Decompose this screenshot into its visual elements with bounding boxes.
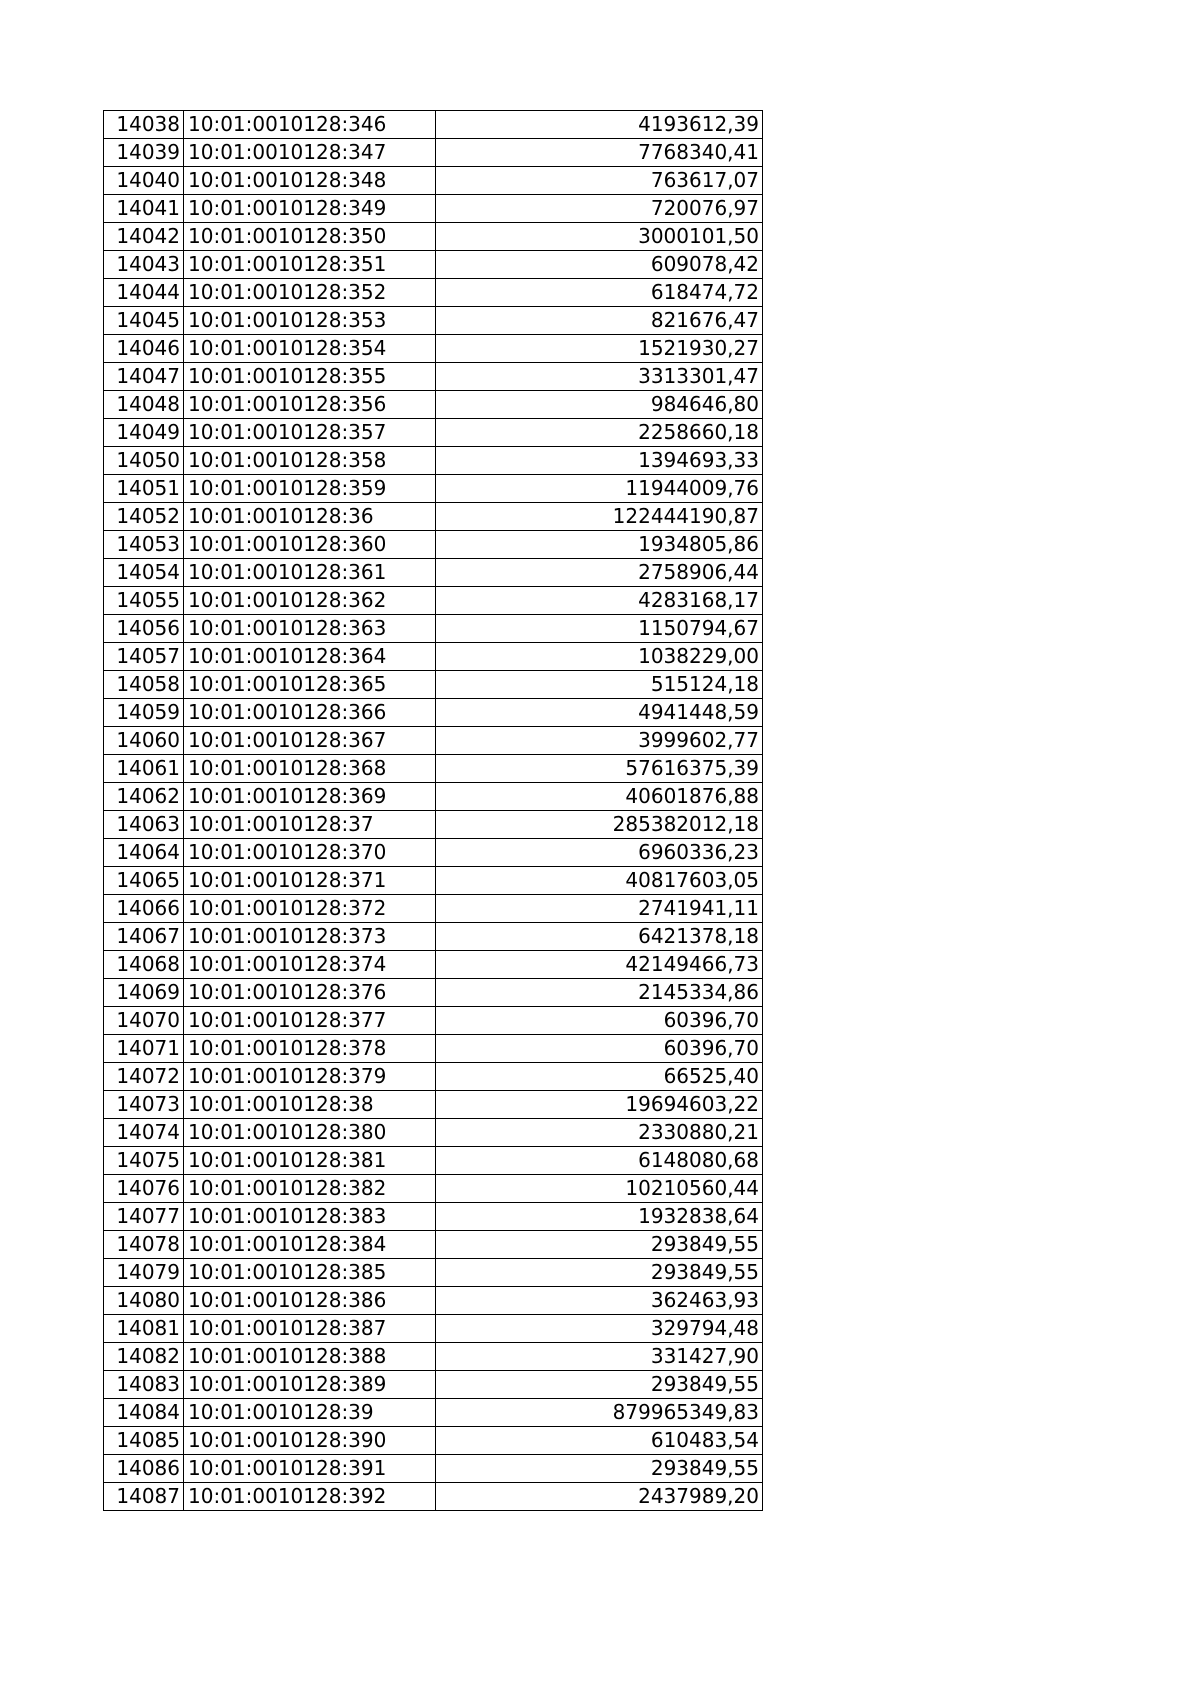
row-number-cell: 14039 xyxy=(104,139,184,167)
cadastral-number-cell: 10:01:0010128:388 xyxy=(184,1343,436,1371)
row-number-cell: 14050 xyxy=(104,447,184,475)
table-row xyxy=(104,419,763,447)
table-row xyxy=(104,699,763,727)
value-cell: 3999602,77 xyxy=(436,727,763,755)
row-number-cell: 14044 xyxy=(104,279,184,307)
row-number-cell: 14069 xyxy=(104,979,184,1007)
row-number-cell: 14083 xyxy=(104,1371,184,1399)
value-cell: 984646,80 xyxy=(436,391,763,419)
cadastral-number-cell: 10:01:0010128:386 xyxy=(184,1287,436,1315)
value-cell: 4941448,59 xyxy=(436,699,763,727)
row-number-cell: 14063 xyxy=(104,811,184,839)
row-number-cell: 14064 xyxy=(104,839,184,867)
cadastral-number-cell: 10:01:0010128:390 xyxy=(184,1427,436,1455)
value-cell: 3000101,50 xyxy=(436,223,763,251)
row-number-cell: 14086 xyxy=(104,1455,184,1483)
value-cell: 19694603,22 xyxy=(436,1091,763,1119)
row-number-cell: 14072 xyxy=(104,1063,184,1091)
table-row xyxy=(104,923,763,951)
value-cell: 2437989,20 xyxy=(436,1483,763,1511)
table-row xyxy=(104,1343,763,1371)
row-number-cell: 14074 xyxy=(104,1119,184,1147)
cadastral-number-cell: 10:01:0010128:38 xyxy=(184,1091,436,1119)
value-cell: 60396,70 xyxy=(436,1035,763,1063)
cadastral-number-cell: 10:01:0010128:37 xyxy=(184,811,436,839)
cadastral-number-cell: 10:01:0010128:367 xyxy=(184,727,436,755)
cadastral-number-cell: 10:01:0010128:368 xyxy=(184,755,436,783)
value-cell: 2145334,86 xyxy=(436,979,763,1007)
table-row xyxy=(104,811,763,839)
cadastral-number-cell: 10:01:0010128:353 xyxy=(184,307,436,335)
value-cell: 362463,93 xyxy=(436,1287,763,1315)
row-number-cell: 14045 xyxy=(104,307,184,335)
value-cell: 879965349,83 xyxy=(436,1399,763,1427)
row-number-cell: 14062 xyxy=(104,783,184,811)
cadastral-number-cell: 10:01:0010128:360 xyxy=(184,531,436,559)
row-number-cell: 14078 xyxy=(104,1231,184,1259)
table-row xyxy=(104,587,763,615)
table-row xyxy=(104,1399,763,1427)
row-number-cell: 14067 xyxy=(104,923,184,951)
value-cell: 285382012,18 xyxy=(436,811,763,839)
table-row xyxy=(104,727,763,755)
value-cell: 293849,55 xyxy=(436,1455,763,1483)
table-row xyxy=(104,531,763,559)
row-number-cell: 14084 xyxy=(104,1399,184,1427)
row-number-cell: 14057 xyxy=(104,643,184,671)
table-row xyxy=(104,167,763,195)
value-cell: 60396,70 xyxy=(436,1007,763,1035)
cadastral-number-cell: 10:01:0010128:384 xyxy=(184,1231,436,1259)
row-number-cell: 14061 xyxy=(104,755,184,783)
cadastral-number-cell: 10:01:0010128:372 xyxy=(184,895,436,923)
row-number-cell: 14040 xyxy=(104,167,184,195)
cadastral-number-cell: 10:01:0010128:374 xyxy=(184,951,436,979)
value-cell: 4193612,39 xyxy=(436,111,763,139)
row-number-cell: 14041 xyxy=(104,195,184,223)
cadastral-number-cell: 10:01:0010128:346 xyxy=(184,111,436,139)
value-cell: 1521930,27 xyxy=(436,335,763,363)
row-number-cell: 14043 xyxy=(104,251,184,279)
row-number-cell: 14046 xyxy=(104,335,184,363)
cadastral-number-cell: 10:01:0010128:350 xyxy=(184,223,436,251)
value-cell: 4283168,17 xyxy=(436,587,763,615)
cadastral-number-cell: 10:01:0010128:349 xyxy=(184,195,436,223)
value-cell: 1934805,86 xyxy=(436,531,763,559)
table-row xyxy=(104,1091,763,1119)
table-row xyxy=(104,1035,763,1063)
table-row xyxy=(104,195,763,223)
cadastral-number-cell: 10:01:0010128:389 xyxy=(184,1371,436,1399)
cadastral-number-cell: 10:01:0010128:348 xyxy=(184,167,436,195)
cadastral-number-cell: 10:01:0010128:376 xyxy=(184,979,436,1007)
row-number-cell: 14071 xyxy=(104,1035,184,1063)
cadastral-number-cell: 10:01:0010128:379 xyxy=(184,1063,436,1091)
cadastral-number-cell: 10:01:0010128:380 xyxy=(184,1119,436,1147)
cadastral-number-cell: 10:01:0010128:369 xyxy=(184,783,436,811)
row-number-cell: 14076 xyxy=(104,1175,184,1203)
table-row xyxy=(104,1007,763,1035)
table-row xyxy=(104,1147,763,1175)
cadastral-number-cell: 10:01:0010128:377 xyxy=(184,1007,436,1035)
cadastral-number-cell: 10:01:0010128:357 xyxy=(184,419,436,447)
row-number-cell: 14081 xyxy=(104,1315,184,1343)
table-row xyxy=(104,1427,763,1455)
value-cell: 1038229,00 xyxy=(436,643,763,671)
value-cell: 293849,55 xyxy=(436,1371,763,1399)
cadastral-number-cell: 10:01:0010128:366 xyxy=(184,699,436,727)
row-number-cell: 14053 xyxy=(104,531,184,559)
cadastral-number-cell: 10:01:0010128:356 xyxy=(184,391,436,419)
cadastral-number-cell: 10:01:0010128:352 xyxy=(184,279,436,307)
row-number-cell: 14068 xyxy=(104,951,184,979)
value-cell: 618474,72 xyxy=(436,279,763,307)
table-row xyxy=(104,1231,763,1259)
value-cell: 40601876,88 xyxy=(436,783,763,811)
table-row xyxy=(104,783,763,811)
row-number-cell: 14077 xyxy=(104,1203,184,1231)
row-number-cell: 14048 xyxy=(104,391,184,419)
cadastral-number-cell: 10:01:0010128:362 xyxy=(184,587,436,615)
table-row xyxy=(104,391,763,419)
row-number-cell: 14070 xyxy=(104,1007,184,1035)
table-row xyxy=(104,643,763,671)
row-number-cell: 14052 xyxy=(104,503,184,531)
value-cell: 763617,07 xyxy=(436,167,763,195)
value-cell: 1150794,67 xyxy=(436,615,763,643)
row-number-cell: 14066 xyxy=(104,895,184,923)
data-table xyxy=(103,110,763,1511)
table-row xyxy=(104,1483,763,1511)
cadastral-number-cell: 10:01:0010128:373 xyxy=(184,923,436,951)
cadastral-number-cell: 10:01:0010128:385 xyxy=(184,1259,436,1287)
value-cell: 6421378,18 xyxy=(436,923,763,951)
value-cell: 122444190,87 xyxy=(436,503,763,531)
table-row xyxy=(104,615,763,643)
row-number-cell: 14038 xyxy=(104,111,184,139)
row-number-cell: 14051 xyxy=(104,475,184,503)
table-row xyxy=(104,335,763,363)
row-number-cell: 14080 xyxy=(104,1287,184,1315)
row-number-cell: 14056 xyxy=(104,615,184,643)
table-row xyxy=(104,867,763,895)
cadastral-number-cell: 10:01:0010128:359 xyxy=(184,475,436,503)
table-row xyxy=(104,503,763,531)
cadastral-number-cell: 10:01:0010128:39 xyxy=(184,1399,436,1427)
row-number-cell: 14065 xyxy=(104,867,184,895)
table-row xyxy=(104,1287,763,1315)
value-cell: 331427,90 xyxy=(436,1343,763,1371)
table-row xyxy=(104,363,763,391)
value-cell: 720076,97 xyxy=(436,195,763,223)
cadastral-number-cell: 10:01:0010128:347 xyxy=(184,139,436,167)
cadastral-number-cell: 10:01:0010128:364 xyxy=(184,643,436,671)
value-cell: 6960336,23 xyxy=(436,839,763,867)
row-number-cell: 14079 xyxy=(104,1259,184,1287)
value-cell: 609078,42 xyxy=(436,251,763,279)
table-row xyxy=(104,951,763,979)
cadastral-number-cell: 10:01:0010128:36 xyxy=(184,503,436,531)
cadastral-number-cell: 10:01:0010128:358 xyxy=(184,447,436,475)
table-row xyxy=(104,1315,763,1343)
table-row xyxy=(104,1259,763,1287)
table-row xyxy=(104,1203,763,1231)
value-cell: 2258660,18 xyxy=(436,419,763,447)
cadastral-number-cell: 10:01:0010128:378 xyxy=(184,1035,436,1063)
cadastral-number-cell: 10:01:0010128:382 xyxy=(184,1175,436,1203)
cadastral-number-cell: 10:01:0010128:363 xyxy=(184,615,436,643)
table-body xyxy=(104,111,763,1511)
value-cell: 42149466,73 xyxy=(436,951,763,979)
value-cell: 7768340,41 xyxy=(436,139,763,167)
row-number-cell: 14085 xyxy=(104,1427,184,1455)
cadastral-number-cell: 10:01:0010128:392 xyxy=(184,1483,436,1511)
row-number-cell: 14058 xyxy=(104,671,184,699)
cadastral-number-cell: 10:01:0010128:381 xyxy=(184,1147,436,1175)
row-number-cell: 14073 xyxy=(104,1091,184,1119)
row-number-cell: 14047 xyxy=(104,363,184,391)
value-cell: 293849,55 xyxy=(436,1231,763,1259)
cadastral-number-cell: 10:01:0010128:355 xyxy=(184,363,436,391)
table-row xyxy=(104,279,763,307)
value-cell: 11944009,76 xyxy=(436,475,763,503)
table-row xyxy=(104,139,763,167)
row-number-cell: 14082 xyxy=(104,1343,184,1371)
value-cell: 2758906,44 xyxy=(436,559,763,587)
table-row xyxy=(104,251,763,279)
cadastral-number-cell: 10:01:0010128:383 xyxy=(184,1203,436,1231)
cadastral-number-cell: 10:01:0010128:365 xyxy=(184,671,436,699)
row-number-cell: 14049 xyxy=(104,419,184,447)
table-row xyxy=(104,895,763,923)
value-cell: 66525,40 xyxy=(436,1063,763,1091)
table-row xyxy=(104,447,763,475)
value-cell: 3313301,47 xyxy=(436,363,763,391)
cadastral-number-cell: 10:01:0010128:361 xyxy=(184,559,436,587)
table-row xyxy=(104,671,763,699)
value-cell: 2330880,21 xyxy=(436,1119,763,1147)
row-number-cell: 14087 xyxy=(104,1483,184,1511)
cadastral-number-cell: 10:01:0010128:391 xyxy=(184,1455,436,1483)
table-row xyxy=(104,559,763,587)
value-cell: 1394693,33 xyxy=(436,447,763,475)
table-row xyxy=(104,1119,763,1147)
row-number-cell: 14059 xyxy=(104,699,184,727)
cadastral-number-cell: 10:01:0010128:371 xyxy=(184,867,436,895)
value-cell: 10210560,44 xyxy=(436,1175,763,1203)
value-cell: 40817603,05 xyxy=(436,867,763,895)
value-cell: 57616375,39 xyxy=(436,755,763,783)
row-number-cell: 14054 xyxy=(104,559,184,587)
row-number-cell: 14042 xyxy=(104,223,184,251)
table-row xyxy=(104,223,763,251)
value-cell: 1932838,64 xyxy=(436,1203,763,1231)
table-row xyxy=(104,839,763,867)
cadastral-number-cell: 10:01:0010128:351 xyxy=(184,251,436,279)
cadastral-number-cell: 10:01:0010128:354 xyxy=(184,335,436,363)
table-row xyxy=(104,475,763,503)
table-row xyxy=(104,1063,763,1091)
value-cell: 293849,55 xyxy=(436,1259,763,1287)
table-row xyxy=(104,1175,763,1203)
value-cell: 329794,48 xyxy=(436,1315,763,1343)
table-row xyxy=(104,111,763,139)
row-number-cell: 14055 xyxy=(104,587,184,615)
cadastral-number-cell: 10:01:0010128:370 xyxy=(184,839,436,867)
table-row xyxy=(104,1455,763,1483)
value-cell: 821676,47 xyxy=(436,307,763,335)
value-cell: 6148080,68 xyxy=(436,1147,763,1175)
cadastral-number-cell: 10:01:0010128:387 xyxy=(184,1315,436,1343)
table-row xyxy=(104,1371,763,1399)
table-row xyxy=(104,307,763,335)
table-row xyxy=(104,755,763,783)
table-row xyxy=(104,979,763,1007)
row-number-cell: 14060 xyxy=(104,727,184,755)
value-cell: 515124,18 xyxy=(436,671,763,699)
value-cell: 2741941,11 xyxy=(436,895,763,923)
row-number-cell: 14075 xyxy=(104,1147,184,1175)
value-cell: 610483,54 xyxy=(436,1427,763,1455)
